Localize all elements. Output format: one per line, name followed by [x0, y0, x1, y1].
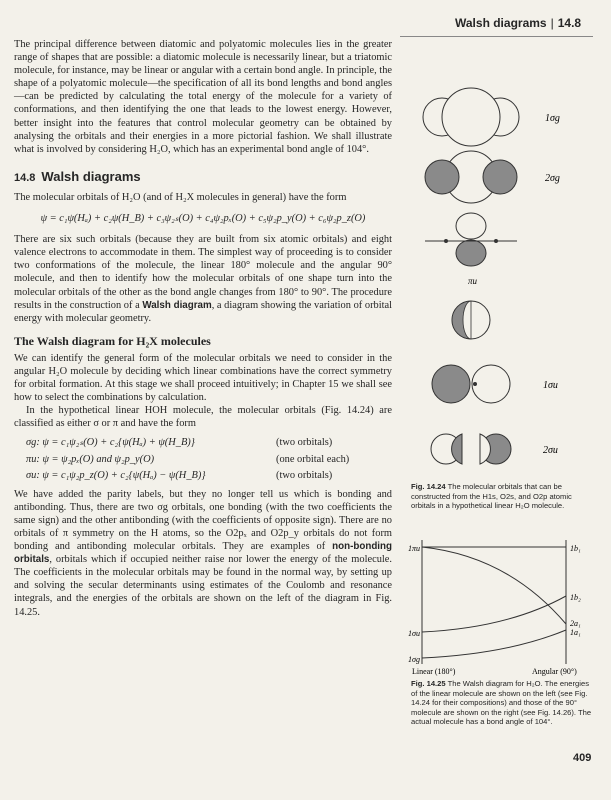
label-1pi-u: 1πu [408, 544, 421, 553]
walsh-diagram-term: Walsh diagram [142, 299, 212, 311]
subsection-paragraph-3 [14, 488, 392, 619]
orbital-1sigma-g [423, 88, 560, 146]
page-number: 409 [573, 752, 592, 764]
caption-text: The molecular orbitals that can be constructed from the H1s, O2s, and O2p atomic orbitals in a hypothetical linear H₂O molecule. [411, 482, 572, 510]
label-2a1: 2a₁ [570, 619, 581, 628]
caption-text: The Walsh diagram for H₂O. The energies of the linear molecule are shown on the left (see Fig. 14.24 for their compositions) and those of the 90° molecule are shown on the right (see Fig. 14.26). The actual molecule has a bond angle of 104°. [411, 679, 592, 726]
subsection-paragraph-2: In the hypothetical linear HOH molecule, the molecular orbitals (Fig. 14.24) are classified as either σ or π and have the form [14, 405, 392, 430]
subsection-paragraph-3-a: We have added the parity labels, but they no longer tell us which is bonding and antibonding. Thus, there are two σg orbitals, one bonding (with the two coefficients the same sign) and the other antibonding (with the coefficients of opposite sign). There are no orbitals of π symmetry on the H atoms, so the O2pₓ and O2p_y orbitals do not form bonding and antibonding molecular orbitals. They are examples of [14, 488, 392, 553]
section-title: Walsh diagrams [41, 168, 141, 184]
figure-14-25-caption [411, 679, 596, 727]
header-rule [400, 36, 593, 37]
main-text-column [14, 38, 392, 619]
label-2sigma-u: 2σu [543, 445, 558, 456]
label-1sigma-u-left: 1σu [408, 629, 420, 638]
section-paragraph-1: The molecular orbitals of H₂O (and of H₂X molecules in general) have the form [14, 191, 347, 203]
x-label-angular: Angular (90°) [532, 667, 577, 676]
label-1sigma-g-left: 1σg [408, 655, 420, 664]
non-bonding-term: non-bonding orbitals [14, 541, 392, 566]
orbital-line [26, 469, 392, 482]
orbital-pi-u [425, 213, 517, 339]
section-paragraph-2-a: There are six such orbitals (because they are built from six atomic orbitals) and eight valence electrons to accommodate in them. The simplest way of proceeding is to consider two conformations of the molecule, the linear 180° molecule and the angular 90° molecule, and then to identify how the molecular orbitals of one shape turn into the molecular orbitals of the other as the bond angle changes from 180° to 90°. The procedure results in the construction of a [14, 234, 392, 311]
section-heading [14, 170, 392, 185]
orbital-count: (two orbitals) [276, 437, 333, 449]
intro-paragraph: The principal difference between diatomic and polyatomic molecules lies in the greater range of shapes that are possible: a diatomic molecule is necessarily linear, but a triatomic molecule, for instance, may be linear or angular with a certain bond angle. In principle, the shape of a polyatomic molecule—the specification of all its bond lengths and bond angles—can be predicted by calculating the total energy of the molecule for a variety of conformations, and then identifying the one that leads to the lowest energy. However, better insight into the features that control molecular geometry can be obtained by analysing the orbitals and their energies in a more pictorial fashion. We shall illustrate what is involved by considering H₂O, which has an experimental bond angle of 104°. [14, 39, 392, 155]
orbital-formula: πu: ψ = ψ₂pₓ(O) and ψ₂p_y(O) [26, 453, 155, 465]
orbital-count: (two orbitals) [276, 469, 333, 481]
orbital-line [26, 436, 392, 449]
figure-14-24-caption [411, 482, 596, 511]
figure-14-25 [408, 534, 598, 676]
label-1sigma-u: 1σu [543, 380, 558, 391]
section-paragraph-2 [14, 233, 392, 325]
label-1b2: 1b₂ [570, 593, 581, 602]
label-1sigma-g: 1σg [545, 113, 560, 124]
orbital-list [14, 436, 392, 481]
orbital-count: (one orbital each) [276, 453, 350, 465]
orbital-2sigma-u [431, 434, 558, 464]
orbital-1sigma-u [432, 365, 558, 403]
curve-1sigma-g-to-1a1 [422, 630, 566, 658]
label-1b1: 1b₁ [570, 544, 581, 553]
x-label-linear: Linear (180°) [412, 667, 456, 676]
running-header [455, 16, 581, 30]
orbital-line [26, 453, 392, 466]
main-equation: ψ = c₁ψ(Hₐ) + c₂ψ(H_B) + c₃ψ₂ₛ(O) + c₄ψ₂pₓ(O) + c₅ψ₂p_y(O) + c₆ψ₂p_z(O) [40, 213, 366, 225]
header-separator: | [550, 16, 554, 30]
header-section-number: 14.8 [557, 16, 582, 30]
orbital-2sigma-g [425, 151, 560, 203]
label-pi-u: πu [468, 276, 478, 286]
orbital-formula: σg: ψ = c₁ψ₂ₛ(O) + c₂{ψ(Hₐ) + ψ(H_B)} [26, 437, 195, 449]
caption-number: Fig. 14.24 [411, 482, 446, 491]
curve-pi-to-2a1 [422, 547, 566, 624]
section-paragraph-2-b: , a diagram showing the variation of orbital energy with molecular geometry. [14, 299, 392, 324]
subsection-paragraph-1: We can identify the general form of the molecular orbitals we need to consider in the angular H₂O molecule by deciding which linear combinations have the correct symmetry for orbital formation. At this stage we shall proceed intuitively; in Chapter 15 we shall see how to select the combinations by calculation. [14, 352, 392, 404]
orbital-formula: σu: ψ = c₁ψ₂p_z(O) + c₂{ψ(Hₐ) − ψ(H_B)} [26, 469, 206, 481]
header-section-title: Walsh diagrams [455, 16, 547, 30]
figure-14-24 [400, 80, 600, 480]
section-number: 14.8 [14, 171, 36, 184]
subsection-paragraph-3-b: , orbitals which if occupied neither raise nor lower the energy of the molecule. The coefficients in the molecular orbitals may be found in the normal way, by setting up and solving the secular determinants using estimates of the Coulomb and resonance integrals, and the energies of the orbitals are shown on the left of the diagram in Fig. 14.25. [14, 554, 392, 618]
label-1a1: 1a₁ [570, 628, 581, 637]
caption-number: Fig. 14.25 [411, 679, 446, 688]
label-2sigma-g: 2σg [545, 173, 560, 184]
subsection-heading: The Walsh diagram for H₂X molecules [14, 333, 211, 348]
